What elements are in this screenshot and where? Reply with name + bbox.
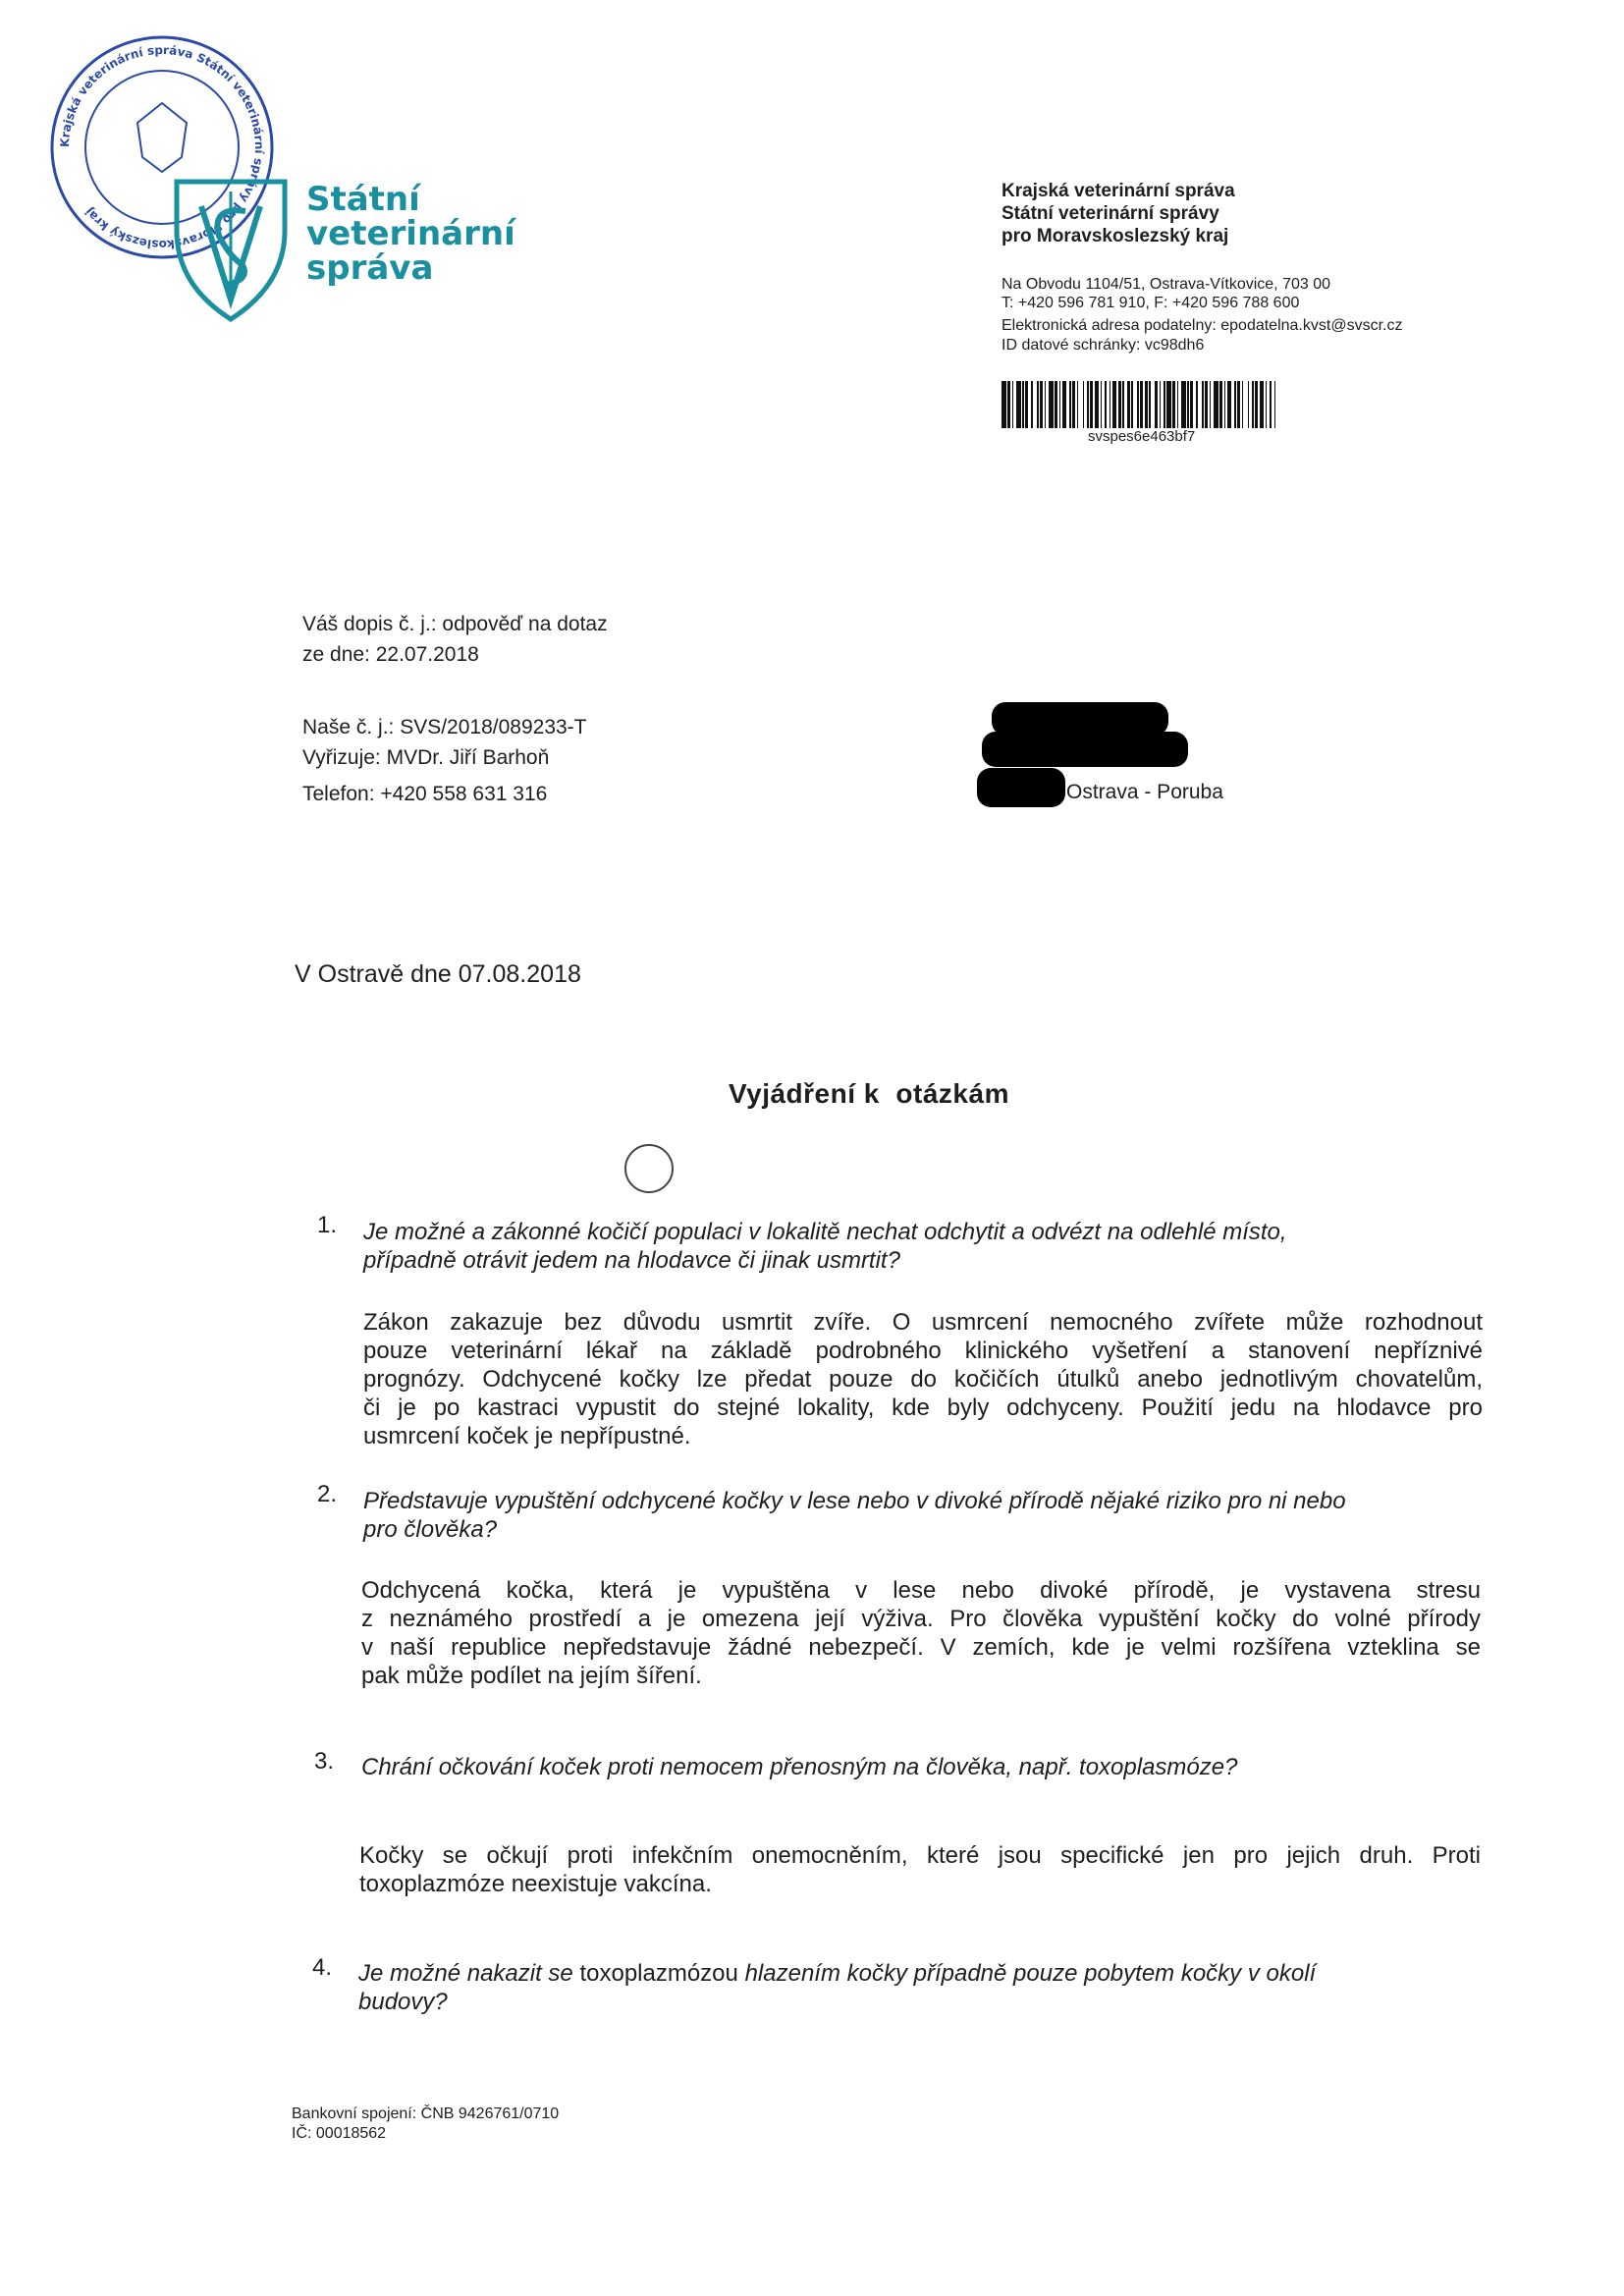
- barcode-bar: [1112, 381, 1117, 428]
- barcode-bar: [1166, 381, 1171, 428]
- barcode-bar: [1196, 381, 1198, 428]
- barcode-bar: [1007, 381, 1010, 428]
- barcode-bar: [1248, 381, 1250, 428]
- barcode-bar: [1260, 381, 1265, 428]
- barcode-bar: [1237, 381, 1240, 428]
- barcode-bar: [1187, 381, 1189, 428]
- document-title: Vyjádření k otázkám: [729, 1078, 1009, 1109]
- logo-line1: Státní: [306, 180, 420, 219]
- seal-text: Krajská veterinární správa Státní veterinární správy pro Moravskoslezský kraj: [57, 42, 267, 252]
- barcode-bar: [1145, 381, 1148, 428]
- barcode-bar: [1190, 381, 1193, 428]
- barcode-bar: [1224, 381, 1226, 428]
- barcode-bar: [1155, 381, 1158, 428]
- question-number: 1.: [317, 1212, 338, 1238]
- answer-3-line2: toxoplazmóze neexistuje vakcína.: [359, 1871, 712, 1897]
- sender-databox: ID datové schránky: vc98dh6: [1001, 337, 1205, 354]
- barcode-bar: [1266, 381, 1268, 428]
- your-date: ze dne: 22.07.2018: [302, 643, 479, 666]
- answer-1-line1: Zákon zakazuje bez důvodu usmrtit zvíře. O usmrcení nemocného zvířete může rozhodnout: [363, 1309, 1483, 1336]
- barcode-bar: [1164, 381, 1165, 428]
- answer-2-line4: pak může podílet na jejím šíření.: [361, 1663, 702, 1689]
- question-4-line1: [358, 1959, 1316, 1988]
- question-3-line1: Chrání očkování koček proti nemocem přenosným na člověka, např. toxoplasmóze?: [361, 1754, 1238, 1780]
- answer-2-line1: Odchycená kočka, která je vypuštěna v lese nebo divoké přírodě, je vystavena stresu: [361, 1577, 1481, 1604]
- question-1-line2: případně otrávit jedem na hlodavce či jinak usmrtit?: [363, 1247, 900, 1274]
- question-4-part-c: hlazením kočky případně pouze pobytem kočky v okolí: [744, 1960, 1317, 1987]
- barcode-bar: [1022, 381, 1024, 428]
- sender-line3: pro Moravskoslezský kraj: [1001, 226, 1229, 246]
- barcode-bar: [1160, 381, 1162, 428]
- barcode-bar: [1255, 381, 1258, 428]
- barcode-bar: [1122, 381, 1124, 428]
- company-id: IČ: 00018562: [292, 2125, 387, 2142]
- barcode-bar: [1049, 381, 1054, 428]
- sender-line2: Státní veterinární správy: [1001, 203, 1219, 224]
- answer-2-line3: v naší republice nepředstavuje žádné nebezpečí. V zemích, kde je velmi rozšířena vzteklina se: [361, 1634, 1481, 1661]
- bank-info: Bankovní spojení: ČNB 9426761/0710: [292, 2105, 560, 2122]
- question-number: 3.: [314, 1748, 335, 1775]
- barcode-bar: [1210, 381, 1212, 428]
- sender-line1: Krajská veterinární správa: [1001, 181, 1235, 201]
- barcode-bar: [1090, 381, 1093, 428]
- barcode-bar: [1137, 381, 1139, 428]
- question-4-part-b: toxoplazmózou: [579, 1960, 738, 1987]
- barcode-bar: [1077, 381, 1079, 428]
- barcode-bar: [1083, 381, 1085, 428]
- answer-3-line1: Kočky se očkují proti infekčním onemocněním, které jsou specifické jen pro jejich druh. Proti: [359, 1842, 1481, 1869]
- question-2-line1: Představuje vypuštění odchycené kočky v lese nebo v divoké přírodě nějaké riziko pro ni nebo: [363, 1488, 1346, 1514]
- barcode-bar: [1149, 381, 1151, 428]
- answer-1-line2: pouze veterinární lékař na základě podrobného klinického vyšetření a stanovení nepříznivé: [363, 1338, 1483, 1364]
- question-number: 4.: [312, 1954, 333, 1981]
- question-4-line2: budovy?: [358, 1989, 448, 2015]
- barcode-bar: [1012, 381, 1014, 428]
- answer-1-line5: usmrcení koček je nepřípustné.: [363, 1423, 691, 1449]
- barcode-bar: [1101, 381, 1103, 428]
- barcode-bar: [1118, 381, 1121, 428]
- barcode-bar: [1172, 381, 1175, 428]
- redaction-mark: [992, 702, 1168, 736]
- answer-1-line4: či je po kastraci vypustit do stejné lokality, kde byly odchyceny. Použití jedu na hlodavce pro: [363, 1394, 1483, 1421]
- handled-by: Vyřizuje: MVDr. Jiří Barhoň: [302, 746, 550, 769]
- barcode-bar: [1131, 381, 1133, 428]
- barcode-bar: [1031, 381, 1033, 428]
- barcode-bar: [1270, 381, 1272, 428]
- barcode-bar: [1055, 381, 1057, 428]
- barcode-bar: [1001, 381, 1006, 428]
- logo-line3: správa: [306, 248, 434, 288]
- svs-logo: [39, 15, 515, 319]
- barcode-bar: [1025, 381, 1028, 428]
- barcode-bar: [1095, 381, 1100, 428]
- logo-line2: veterinární: [306, 214, 515, 253]
- barcode-bar: [1127, 381, 1130, 428]
- barcode-bar: [1219, 381, 1222, 428]
- sender-address: Na Obvodu 1104/51, Ostrava-Vítkovice, 703 00: [1001, 276, 1331, 293]
- barcode-bar: [1214, 381, 1218, 428]
- barcode-bar: [1177, 381, 1179, 428]
- barcode-bar: [1181, 381, 1186, 428]
- place-date: V Ostravě dne 07.08.2018: [295, 960, 581, 988]
- barcode-bar: [1062, 381, 1067, 428]
- your-ref: Váš dopis č. j.: odpověď na dotaz: [302, 613, 608, 635]
- barcode-bar: [1045, 381, 1047, 428]
- answer-1-line3: prognózy. Odchycené kočky lze předat pouze do kočičích útulků anebo jednotlivým chovatelům,: [363, 1366, 1483, 1393]
- answer-2-line2: z neznámého prostředí a je omezena její výživa. Pro člověka vypuštění kočky do volné přírody: [361, 1606, 1481, 1632]
- barcode-bar: [1087, 381, 1089, 428]
- barcode-bar: [1242, 381, 1244, 428]
- barcode-bar: [1234, 381, 1236, 428]
- barcode-bar: [1069, 381, 1071, 428]
- question-4-part-a: Je možné nakazit se: [358, 1960, 573, 1987]
- barcode-bar: [1110, 381, 1111, 428]
- barcode-bar: [1072, 381, 1075, 428]
- barcode-bar: [1016, 381, 1021, 428]
- barcode-bar: [1227, 381, 1232, 428]
- ref-phone: Telefon: +420 558 631 316: [302, 783, 548, 805]
- barcode-bar: [1037, 381, 1039, 428]
- barcode-bar: [1140, 381, 1143, 428]
- barcode-bar: [1105, 381, 1107, 428]
- sender-phone: T: +420 596 781 910, F: +420 596 788 600: [1001, 295, 1300, 311]
- vet-shield-icon: [172, 177, 290, 324]
- recipient-city: Ostrava - Poruba: [1066, 781, 1223, 803]
- barcode-bar: [1274, 381, 1276, 428]
- barcode-bar: [1040, 381, 1043, 428]
- redaction-mark: [977, 768, 1065, 807]
- barcode-bar: [1059, 381, 1061, 428]
- question-number: 2.: [317, 1481, 338, 1507]
- sender-email: Elektronická adresa podatelny: epodatelna.kvst@svscr.cz: [1001, 317, 1403, 334]
- punch-hole: [624, 1144, 674, 1193]
- barcode-text: svspes6e463bf7: [1088, 428, 1196, 445]
- question-1-line1: Je možné a zákonné kočičí populaci v lokalitě nechat odchytit a odvézt na odlehlé místo,: [363, 1219, 1287, 1245]
- question-2-line2: pro člověka?: [363, 1516, 498, 1543]
- barcode-bar: [1202, 381, 1204, 428]
- barcode-bar: [1205, 381, 1208, 428]
- barcode-bar: [1252, 381, 1254, 428]
- redaction-mark: [982, 732, 1188, 767]
- our-ref: Naše č. j.: SVS/2018/089233-T: [302, 716, 587, 738]
- barcode: [1001, 381, 1274, 428]
